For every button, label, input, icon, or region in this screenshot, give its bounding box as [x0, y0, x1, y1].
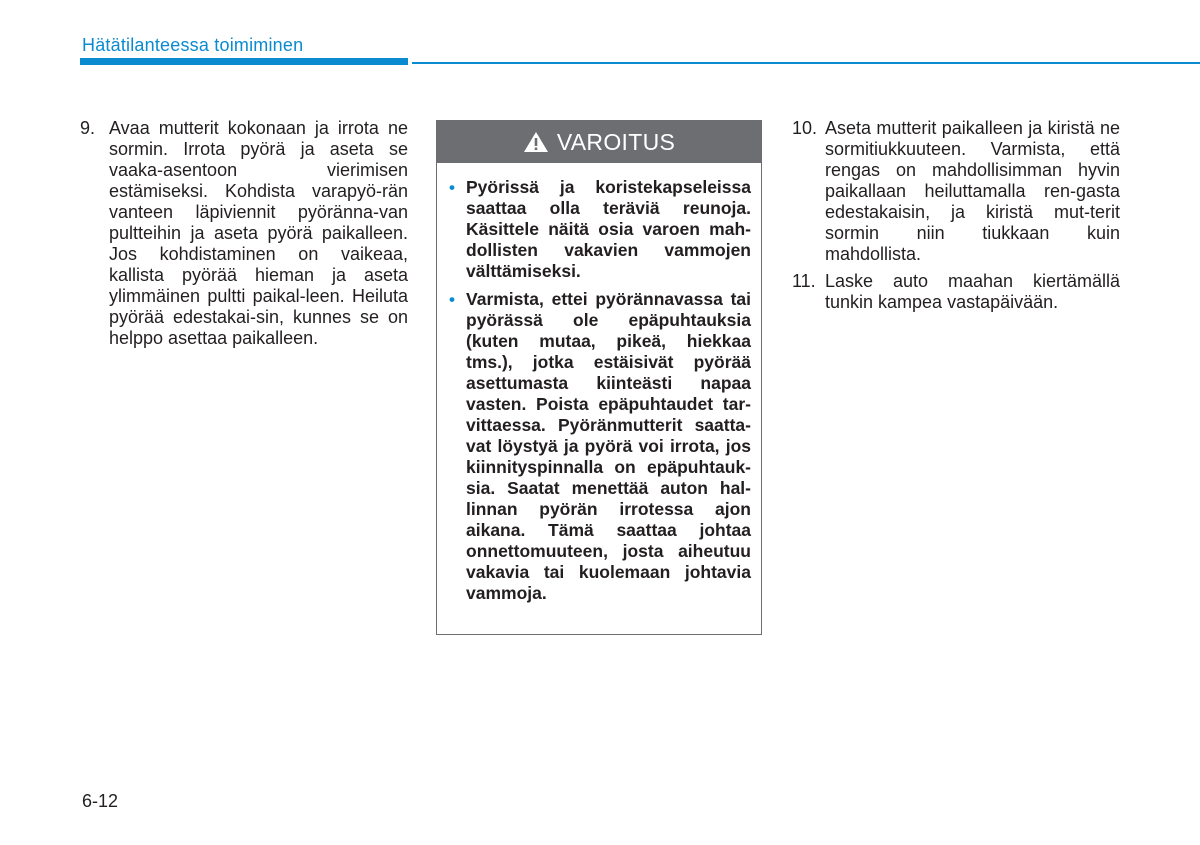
step-9	[80, 118, 408, 349]
warning-triangle-icon	[523, 131, 549, 153]
step-number: 9.	[80, 118, 96, 138]
warning-body	[437, 163, 761, 604]
step-number: 11.	[792, 271, 816, 291]
header-rule-thick	[80, 58, 408, 65]
left-column	[80, 118, 408, 355]
warning-bullet	[449, 177, 751, 282]
step-11	[792, 271, 1120, 313]
section-title: Hätätilanteessa toimiminen	[82, 35, 304, 55]
step-text: Aseta mutterit paikalleen ja kiristä ne sormitiukkuuteen. Varmista, että rengas on mahdollisimman hyvin paikallaan heiluttamalla ren-gasta edestakaisin, ja kiristä mut-terit sormin niin tiukkaan kuin mahdollista.	[825, 118, 1120, 264]
bullet-dot-icon: •	[449, 290, 455, 309]
warning-bullet-text: Varmista, ettei pyörännavassa tai pyörässä ole epäpuhtauksia (kuten mutaa, pikeä, hiekkaa tms.), jotka estäisivät pyörää asettumasta kiinteästi napaa vasten. Poista epäpuhtaudet tar-vittaessa. Pyöränmutterit saatta-vat löystyä ja pyörä voi irrota, jos kiinnityspinnalla on epäpuhtauk-sia. Saatat menettää auton hal-linnan pyörän irrotessa ajon aikana. Tämä saattaa johtaa onnettomuuteen, josta aiheutuu vakavia tai kuolemaan johtavia vammoja.	[466, 289, 751, 603]
warning-bullet	[449, 289, 751, 604]
warning-box	[436, 120, 762, 635]
step-text: Laske auto maahan kiertämällä tunkin kampea vastapäivään.	[825, 271, 1120, 312]
warning-bullet-text: Pyörissä ja koristekapseleissa saattaa olla teräviä reunoja. Käsittele näitä osia varoen mah-dollisten vakavien vammojen välttämiseksi.	[466, 177, 751, 281]
warning-title: VAROITUS	[556, 128, 676, 155]
header-rule-thin	[412, 62, 1200, 64]
bullet-dot-icon: •	[449, 178, 455, 197]
step-10	[792, 118, 1120, 265]
step-text: Avaa mutterit kokonaan ja irrota ne sormin. Irrota pyörä ja aseta se vaaka-asentoon vierimisen estämiseksi. Kohdista varapyö-rän vanteen läpiviennit pyöränna-van pultteihin ja aseta pyörä paikalleen. Jos kohdistaminen on vaikeaa, kallista pyörää hieman ja aseta ylimmäinen pultti paikal-leen. Heiluta pyörää edestakai-sin, kunnes se on helppo asettaa paikalleen.	[109, 118, 408, 348]
step-number: 10.	[792, 118, 818, 138]
page-number: 6-12	[82, 791, 119, 811]
right-column	[792, 118, 1120, 319]
warning-header	[437, 121, 761, 163]
